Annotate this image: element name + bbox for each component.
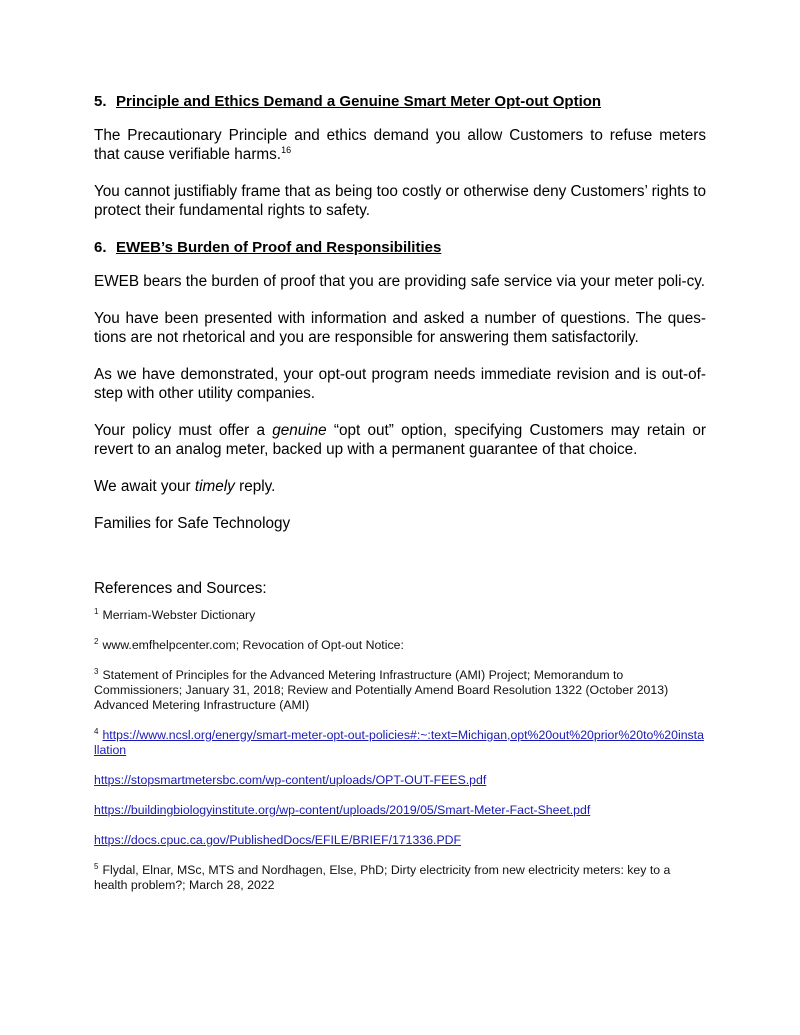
section-6-paragraph-1: EWEB bears the burden of proof that you are providing safe service via your meter poli-cy. <box>94 273 706 290</box>
reference-4-number: 4 <box>94 726 99 736</box>
reference-link-line-2 <box>94 773 706 788</box>
reference-3 <box>94 668 706 713</box>
section-5-paragraph-1 <box>94 126 706 164</box>
reference-1-number: 1 <box>94 606 99 616</box>
section-6-paragraph-3: As we have demonstrated, your opt-out program needs immediate revision and is out-of-step with other utility companies. <box>94 366 706 402</box>
reference-2-number: 2 <box>94 636 99 646</box>
reference-5 <box>94 863 706 893</box>
p4-after: “opt out” option, specifying Customers may retain or revert to an analog meter, backed up with a permanent guarantee of that choice. <box>94 422 706 458</box>
section-5-title: Principle and Ethics Demand a Genuine Smart Meter Opt-out Option <box>116 93 602 110</box>
reference-2 <box>94 638 706 653</box>
cpuc-link[interactable]: https://docs.cpuc.ca.gov/PublishedDocs/EFILE/BRIEF/171336.PDF <box>94 833 462 847</box>
section-6-paragraph-4 <box>94 421 706 459</box>
section-5-paragraph-1-text: The Precautionary Principle and ethics demand you allow Customers to refuse meters that cause verifiable harms. <box>94 127 706 163</box>
reference-link-line-3 <box>94 803 706 818</box>
reference-3-number: 3 <box>94 666 99 676</box>
section-6-number: 6. <box>94 239 107 256</box>
section-5-paragraph-2: You cannot justifiably frame that as being too costly or otherwise deny Customers’ rights to protect their fundamental rights to safety. <box>94 183 706 219</box>
reference-3-text: Statement of Principles for the Advanced Metering Infrastructure (AMI) Project; Memorandum to Commissioners; January 31, 2018; Review and Potentially Amend Board Resolution 1322 (October 2013) Advanced Metering Infrastructure (AMI) <box>94 668 669 712</box>
section-6-paragraph-5 <box>94 477 706 496</box>
buildingbiology-link[interactable]: https://buildingbiologyinstitute.org/wp-content/uploads/2019/05/Smart-Meter-Fact-Sheet.pdf <box>94 803 591 817</box>
section-5-number: 5. <box>94 93 107 110</box>
reference-5-text: Flydal, Elnar, MSc, MTS and Nordhagen, Else, PhD; Dirty electricity from new electricity meters: key to a health problem?; March 28, 2022 <box>94 863 671 892</box>
reference-2-text: www.emfhelpcenter.com; Revocation of Opt-out Notice: <box>102 638 404 652</box>
p5-before: We await your <box>94 478 195 495</box>
reference-4 <box>94 728 706 758</box>
document-page <box>94 92 706 908</box>
reference-5-number: 5 <box>94 861 99 871</box>
section-6-heading <box>94 238 706 257</box>
signature: Families for Safe Technology <box>94 515 291 532</box>
section-5-heading <box>94 92 706 111</box>
reference-link-line-4 <box>94 833 706 848</box>
p4-before: Your policy must offer a <box>94 422 273 439</box>
p4-emphasis: genuine <box>272 422 327 439</box>
section-6-title: EWEB’s Burden of Proof and Responsibilities <box>116 239 442 256</box>
references-heading: References and Sources: <box>94 580 267 597</box>
stopsmartmeters-link[interactable]: https://stopsmartmetersbc.com/wp-content/uploads/OPT-OUT-FEES.pdf <box>94 773 487 787</box>
section-6-paragraph-2: You have been presented with information and asked a number of questions. The ques-tions are not rhetorical and you are responsible for answering them satisfactorily. <box>94 310 706 346</box>
reference-1-text: Merriam-Webster Dictionary <box>102 608 256 622</box>
reference-4-link[interactable]: https://www.ncsl.org/energy/smart-meter-opt-out-policies#:~:text=Michigan,opt%20out%20prior%20to%20installation <box>94 728 704 757</box>
p5-after: reply. <box>234 478 276 495</box>
reference-1 <box>94 608 706 623</box>
footnote-ref-16[interactable]: 16 <box>281 144 292 155</box>
p5-emphasis: timely <box>194 478 235 495</box>
